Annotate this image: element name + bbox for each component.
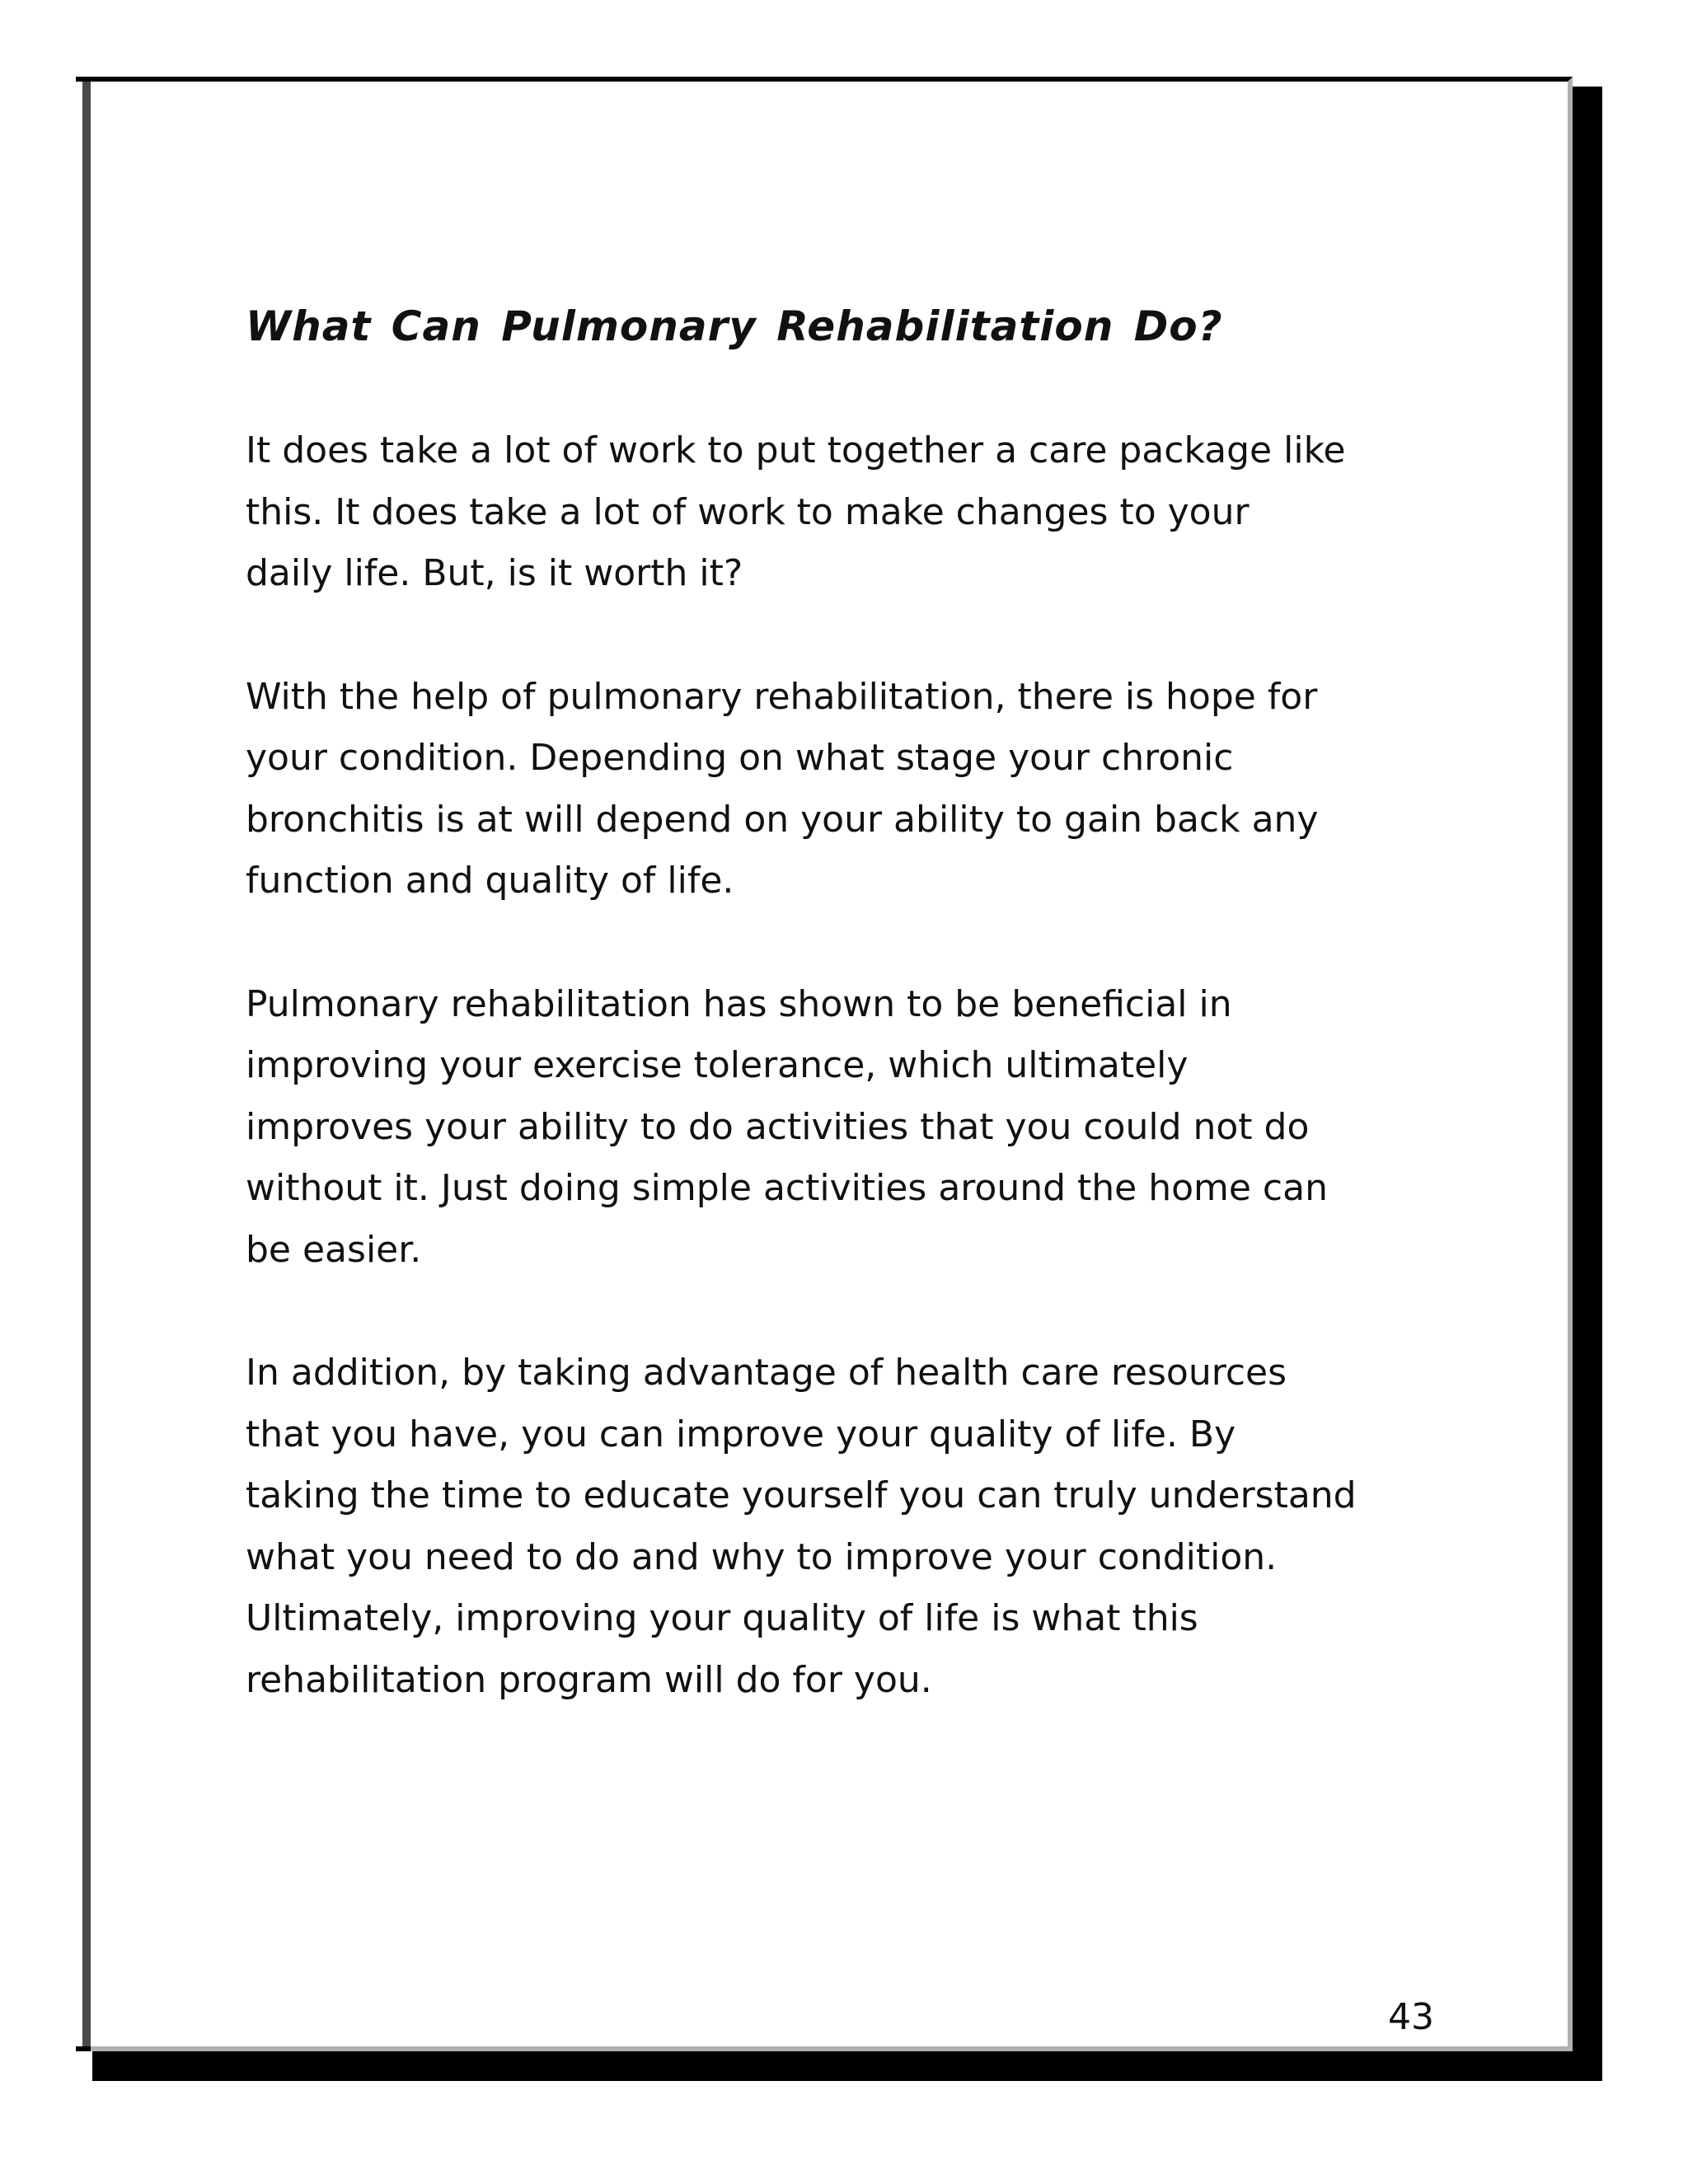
frame-corner-mark	[76, 77, 91, 82]
paragraph: In addition, by taking advantage of health care resources that you have, you can improve your quality of life. By taking the time to educate yourself you can truly understand what you need to do and why to improve your condition. Ultimately, improving your quality of life is what this rehabilitation program will do for you.	[246, 1352, 1357, 1701]
page-number: 43	[1388, 1996, 1434, 2038]
paragraph: With the help of pulmonary rehabilitation, there is hope for your condition. Depending on what stage your chronic bronchitis is at will depend on your ability to gain back any function and quality of life.	[246, 675, 1319, 902]
paragraph: Pulmonary rehabilitation has shown to be beneficial in improving your exercise tolerance, which ultimately improves your ability to do activities that you could not do without it. Just doing simple activities around the home can be easier.	[246, 982, 1328, 1271]
page-title: What Can Pulmonary Rehabilitation Do?	[246, 302, 1223, 350]
page-content	[246, 297, 1449, 1773]
paragraph: It does take a lot of work to put together a care package like this. It does take a lot of work to make changes to your daily life. But, is it worth it?	[246, 429, 1346, 594]
frame-corner-mark	[76, 2046, 91, 2051]
